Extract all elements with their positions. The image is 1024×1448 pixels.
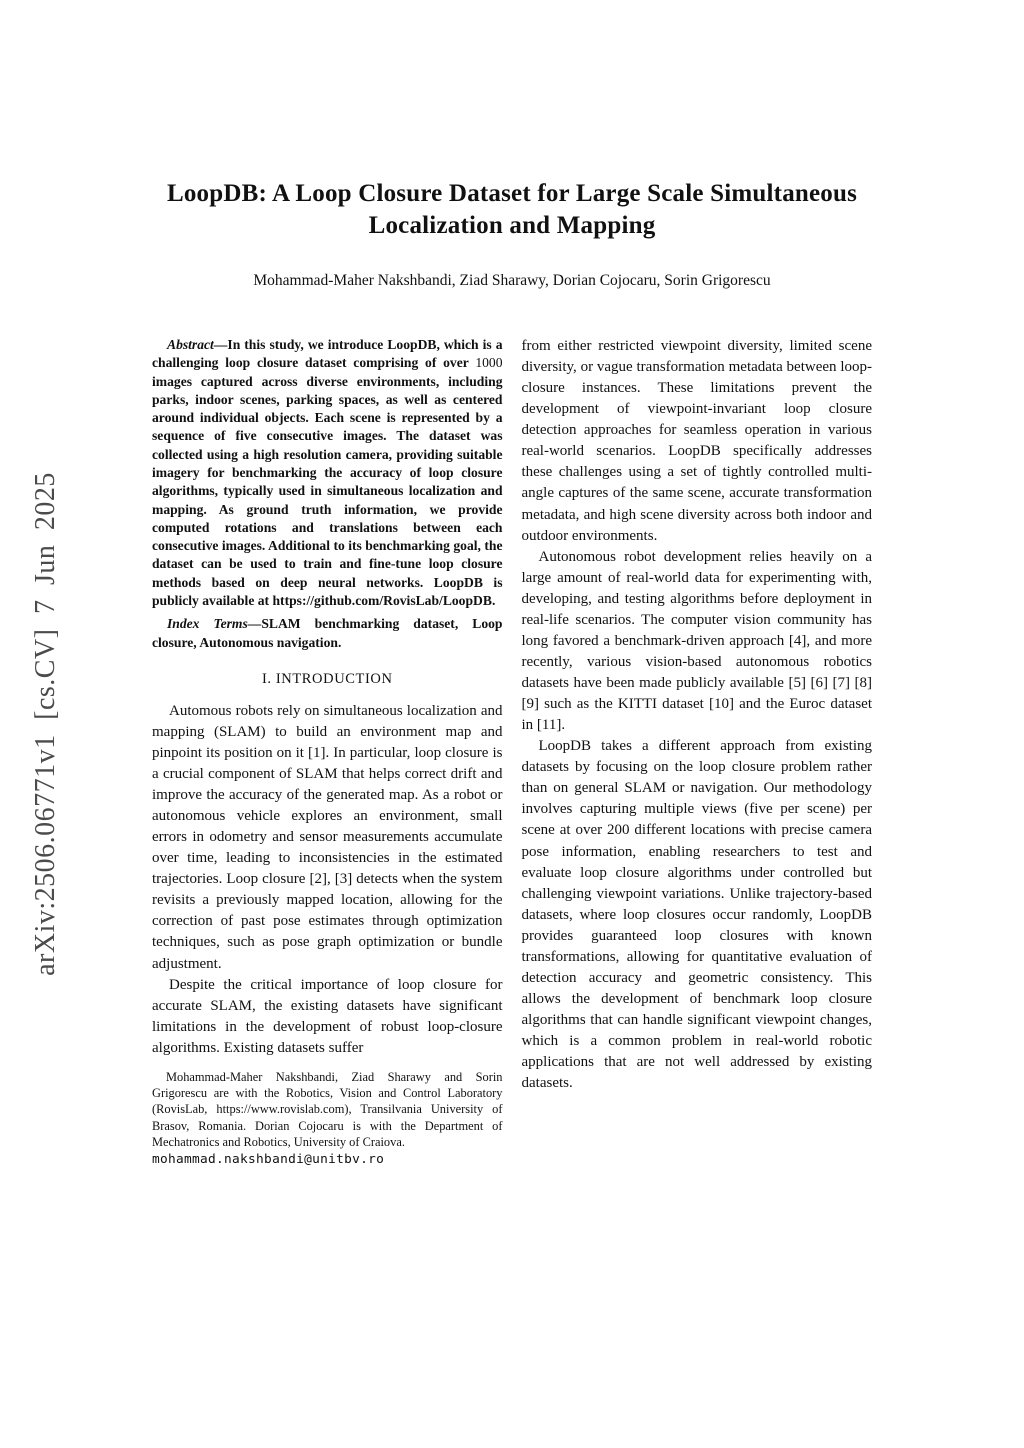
footnote-text-1: Mohammad-Maher Nakshbandi, Ziad Sharawy and Sorin Grigorescu are with the Robotics, Vision and Control Laboratory (RovisLab, bbox=[152, 1069, 503, 1117]
rovislab-link[interactable]: https://www.rovislab.com bbox=[216, 1102, 345, 1117]
contact-email[interactable]: mohammad.nakshbandi@unitbv.ro bbox=[152, 1152, 385, 1168]
paper-authors: Mohammad-Maher Nakshbandi, Ziad Sharawy, Dorian Cojocaru, Sorin Grigorescu bbox=[253, 272, 771, 289]
abstract-text-3: . bbox=[491, 592, 496, 608]
abstract-image-count: 1000 bbox=[475, 355, 503, 371]
author-footnote bbox=[152, 1069, 503, 1169]
index-terms-paragraph bbox=[152, 615, 503, 652]
footnote-paragraph bbox=[152, 1069, 503, 1150]
intro-paragraph-3: Autonomous robot development relies heavily on a large amount of real-world data for experimenting with, developing, and testing algorithms before deployment in real-life scenarios. The computer vision community has long favored a benchmark-driven approach [4], and more recently, various vision-based autonomous robotics datasets have been made publicly available [5] [6] [7] [8] [9] such as the KITTI dataset [10] and the Euroc dataset in [11]. bbox=[521, 548, 872, 734]
index-terms-text: SLAM benchmarking dataset, Loop closure, Autonomous navigation. bbox=[152, 616, 503, 650]
intro-paragraph-2-continued: from either restricted viewpoint diversity, limited scene diversity, or vague transformation metadata between loop-closure instances. These limitations prevent the development of viewpoint-invariant loop closure detection approaches for seamless operation in various real-world scenarios. LoopDB specifically addresses these challenges using a set of tightly controlled multi-angle captures of the same scene, accurate transformation metadata, and high scene diversity across both indoor and outdoor environments. bbox=[521, 338, 872, 544]
footnote-text-2: ), Transilvania University of Brasov, Romania. Dorian Cojocaru is with the Department of Mechatronics and Robotics, University of Craiova. bbox=[152, 1102, 503, 1149]
two-column-layout bbox=[152, 336, 872, 1169]
section-heading-introduction: I. INTRODUCTION bbox=[261, 670, 393, 687]
paper-title: LoopDB: A Loop Closure Dataset for Large Scale Simultaneous Localization and Mapping bbox=[166, 180, 858, 239]
paper-page bbox=[152, 0, 872, 1169]
right-column bbox=[522, 336, 873, 1169]
intro-paragraph-1: Automous robots rely on simultaneous localization and mapping (SLAM) to build an environment map and pinpoint its position on it [1]. In particular, loop closure is a crucial component of SLAM that helps correct drift and improve the accuracy of the generated map. As a robot or autonomous vehicle explores an environment, small errors in odometry and sensor measurements accumulate over time, leading to inconsistencies in the estimated trajectories. Loop closure [2], [3] detects when the system revisits a previously mapped location, allowing for the correction of past pose estimates through optimization techniques, such as pose graph optimization or bundle adjustment. bbox=[152, 702, 503, 972]
abstract-text-2: images captured across diverse environments, including parks, indoor scenes, parking spaces, as well as centered around individual objects. Each scene is represented by a sequence of five consecutive images. The dataset was collected using a high resolution camera, providing suitable imagery for benchmarking the accuracy of loop closure algorithms, typically used in simultaneous localization and mapping. As ground truth information, we provide computed rotations and translations between each consecutive images. Additional to its benchmarking goal, the dataset can be used to train and fine-tune loop closure methods based on deep neural networks. LoopDB is publicly available at bbox=[152, 373, 503, 608]
abstract-label: Abstract— bbox=[167, 337, 228, 352]
index-terms-label: Index Terms— bbox=[167, 616, 262, 632]
abstract-paragraph bbox=[152, 336, 503, 610]
intro-paragraph-4: LoopDB takes a different approach from existing datasets by focusing on the loop closure problem rather than on general SLAM or navigation. Our methodology involves capturing multiple views (five per scene) per scene at over 200 different locations with precise camera pose information, enabling researchers to test and evaluate loop closure algorithms under controlled but challenging viewpoint variations. Unlike trajectory-based datasets, where loop closures occur randomly, LoopDB provides guaranteed loop closures with known transformations, allowing for quantitative evaluation of detection accuracy and geometric consistency. This allows the development of benchmark loop closure algorithms that can handle significant viewpoint changes, which is a common problem in real-world robotic applications that are not well addressed by existing datasets. bbox=[521, 738, 872, 1092]
left-column bbox=[152, 336, 503, 1169]
intro-paragraph-2-left: Despite the critical importance of loop closure for accurate SLAM, the existing datasets have significant limitations in the development of robust loop-closure algorithms. Existing datasets suffer bbox=[152, 976, 503, 1056]
github-link[interactable]: https://github.com/RovisLab/LoopDB bbox=[272, 592, 492, 608]
arxiv-watermark: arXiv:2506.06771v1 [cs.CV] 7 Jun 2025 bbox=[30, 472, 61, 976]
abstract-text-1: In this study, we introduce LoopDB, which is a challenging loop closure dataset comprising of over bbox=[152, 337, 503, 371]
